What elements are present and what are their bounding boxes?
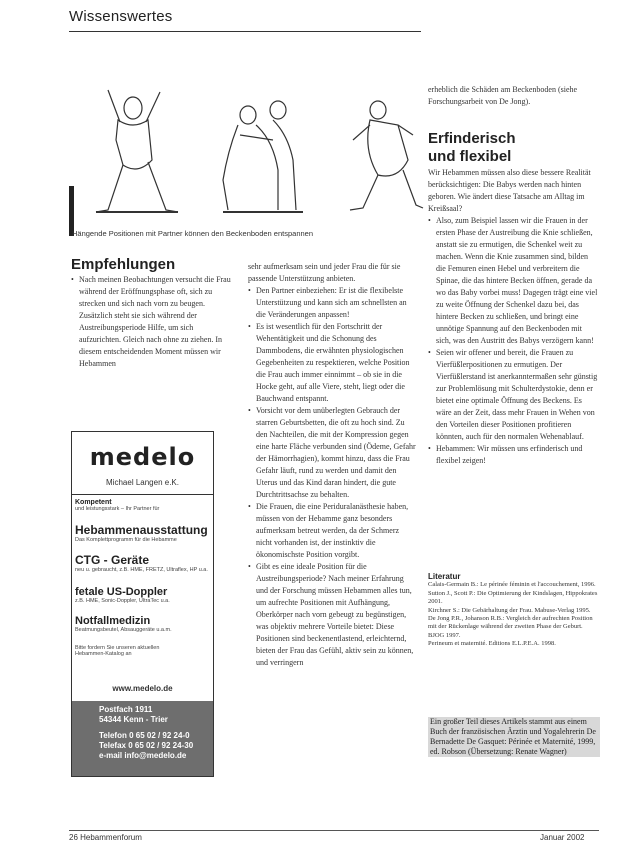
literature-entry: Calais-Germain B.: Le périnée féminin et l'accouchement, 1996. <box>428 581 596 589</box>
paragraph: sehr aufmerksam sein und jeder Frau die für sie passende Unterstützung anbieten. <box>248 262 401 283</box>
ad-item-title: CTG - Geräte <box>75 553 150 567</box>
list-item: • Nach meinen Beobachtungen versucht die Frau während der Eröffnungsphase oft, sich zu strecken und sich nach vorn zu beugen. Zusätzlich steht sie sich während der Austreibungsperiode Hilfe, um sich aufzurichten. Gleich nach ohne zu ziehen. In diesem entscheidenden Moment müssen wir Hebammen <box>71 274 236 370</box>
contact-line[interactable]: e-mail info@medelo.de <box>99 751 187 760</box>
list-item: • Vorsicht vor dem unüberlegten Gebrauch der starren Geburtsbetten, die oft zu hoch sind. Zu den Nachteilen, die mit der Kompression gegen eine harte Fläche verbunden sind (Ödeme, Gefahr der Hämorrhagien), kommt hinzu, dass die Frau Gefahr läuft, rund zu werden und damit den Uterus und das Kind daran hindert, die gute Durchtrittsachse zu behalten. <box>248 405 416 501</box>
heading-line: und flexibel <box>428 148 512 165</box>
literature-entry: Kirchner S.: Die Gebärhaltung der Frau. Mabuse-Verlag 1995. <box>428 606 591 614</box>
ad-item <box>75 645 175 657</box>
footer-date: Januar 2002 <box>540 833 585 842</box>
ad-item-title: Hebammenausstattung <box>75 523 208 537</box>
medelo-logo: medelo <box>89 443 196 471</box>
source-note: Ein großer Teil dieses Artikels stammt aus einem Buch der französischen Ärztin und Yogalehrerin De Bernadette De Gasquet: Périnée et Maternité, 1999, ed. Robson (Übersetzung: Renate Wagner) <box>428 717 600 757</box>
contact-line: Telefon 0 65 02 / 92 24-0 <box>99 731 190 740</box>
list-item: • Gibt es eine ideale Position für die Austreibungsperiode? Nach meiner Erfahrung und der Forschung müssen Hebammen alles tun, um aufrechte Positionen mit Aufhängung, Oberkörper nach vorn gebeugt zu begünstigen, was objektiv mehrere Vorteile bietet: Diese Positionen sind beckenentlastend, erleichternd, bieten der Frau das Gefühl, aktiv sein zu können, und verringern <box>248 561 416 669</box>
list-item: • Die Frauen, die eine Periduralanästhesie haben, müssen von der Hebamme ganz besonders aufmerksam betreut werden, da der Schmerz nicht vorhanden ist, der instinktiv die ökonomischste Position vorgibt. <box>248 501 416 561</box>
footer-page-info: 26 Hebammenforum <box>69 833 142 842</box>
heading-erfinderisch <box>428 130 598 166</box>
ad-item <box>75 586 212 604</box>
section-title: Wissenswertes <box>69 8 173 25</box>
column-3-text <box>428 167 598 467</box>
list-item: • Es ist wesentlich für den Fortschritt der Wehentätigkeit und die Schonung des Dammbodens, die erwähnten physiologischen Gegebenheiten zu respektieren, welche Position die Frau auch immer einnimmt – ob sie in die Hocke geht, auf alle Viere, steht, liegt oder die Bauchwand entspannt. <box>248 321 416 405</box>
footer-rule <box>69 830 599 831</box>
ad-item-title: Kompetent <box>75 499 112 506</box>
illustration-caption: Hängende Positionen mit Partner können den Beckenboden entspannen <box>72 229 314 238</box>
column-2-text <box>248 261 416 669</box>
ad-item <box>75 499 212 512</box>
ad-item <box>75 553 212 573</box>
literature-section <box>428 573 600 649</box>
ad-item-desc: Beatmungsbeutel, Absauggeräte u.a.m. <box>75 627 172 633</box>
contact-line: Telefax 0 65 02 / 92 24-30 <box>99 741 194 750</box>
ad-item-desc: z.B. HME, Sonic-Doppler, UltraTec u.a. <box>75 598 170 604</box>
ad-item-desc: neu u. gebraucht, z.B. HME, FRETZ, Ultraflex, HP u.a. <box>75 567 208 573</box>
literature-entry: De Jong P.R., Johanson R.B.: Vergleich der aufrechten Position mit der Rückenlage während der zweiten Phase der Geburt. BJOG 1997. <box>428 615 593 639</box>
ad-item <box>75 615 212 633</box>
column-1-text <box>71 274 236 370</box>
ad-item <box>75 523 212 543</box>
heading-line: Erfinderisch <box>428 130 516 147</box>
ad-subtitle: Michael Langen e.K. <box>106 478 179 487</box>
ad-contact-block <box>71 701 214 777</box>
column-3-continuation: erheblich die Schäden am Beckenboden (siehe Forschungsarbeit von De Jong). <box>428 85 578 106</box>
ad-item-title: Notfallmedizin <box>75 615 151 627</box>
list-item: • Also, zum Beispiel lassen wir die Frauen in der ersten Phase der Austreibung die Knie schließen, anstatt sie zu ermutigen, die Schenkel weit zu machen. Wenn die Knie zusammen sind, bilden die Femuren einen Hebel und verbreitern die Spinae, die das hintere Becken öffnen, gerade da wo das Baby vorbei muss! Dagegen trägt eine viel zu weite Öffnung der Schenkel dazu bei, das hintere Becken zu schließen, und bringt eine unnötige Spannung auf den Beckenboden mit sich, was den Austritt des Babys verzögern kann! <box>428 215 598 347</box>
heading-empfehlungen: Empfehlungen <box>71 256 176 273</box>
literature-entry: Perineum et maternité. Editions E.L.P.E.A. 1998. <box>428 640 556 648</box>
ad-item-desc: und leistungsstark – Ihr Partner für <box>75 506 160 512</box>
contact-line: Postfach 1911 <box>99 705 153 714</box>
birth-positions-illustration <box>78 80 424 228</box>
ad-website-link[interactable]: www.medelo.de <box>112 684 173 693</box>
intro-paragraph: Wir Hebammen müssen also diese bessere Realität berücksichtigen: Die Babys werden nach hinten geboren. Wie ändert diese Tatsache am Alltag im Kreißsaal? <box>428 168 591 213</box>
header-rule <box>69 31 421 32</box>
medelo-advertisement <box>71 431 214 804</box>
literature-heading: Literatur <box>428 572 461 581</box>
ad-item-desc: Bitte fordern Sie unseren aktuellen Hebammen-Katalog an <box>75 645 160 657</box>
list-item: • Hebammen: Wir müssen uns erfinderisch und flexibel zeigen! <box>428 443 598 467</box>
contact-line: 54344 Kenn - Trier <box>99 715 168 724</box>
ad-item-desc: Das Komplettprogramm für die Hebamme <box>75 537 177 543</box>
literature-entry: Sutton J., Scott P.: Die Optimierung der Kindslagen, Hippokrates 2001. <box>428 589 598 606</box>
list-item: • Den Partner einbeziehen: Er ist die flexibelste Unterstützung und kann sich am schnellsten an die Veränderungen anpassen! <box>248 285 416 321</box>
list-item: • Seien wir offener und bereit, die Frauen zu Vierfüßlerpositionen zu ermutigen. Der Vierfüßlerstand ist anerkanntermaßen sehr günstig zur Problemlösung mit Schulterdystokie, denn er bietet eine optimale Öffnung des Beckens. Es wäre an der Zeit, dass mehr Frauen in Wehen von den Vorteilen dieser Positionen profitieren könnten, auch für den normalen Wehenablauf. <box>428 347 598 443</box>
ad-item-title: fetale US-Doppler <box>75 586 168 598</box>
